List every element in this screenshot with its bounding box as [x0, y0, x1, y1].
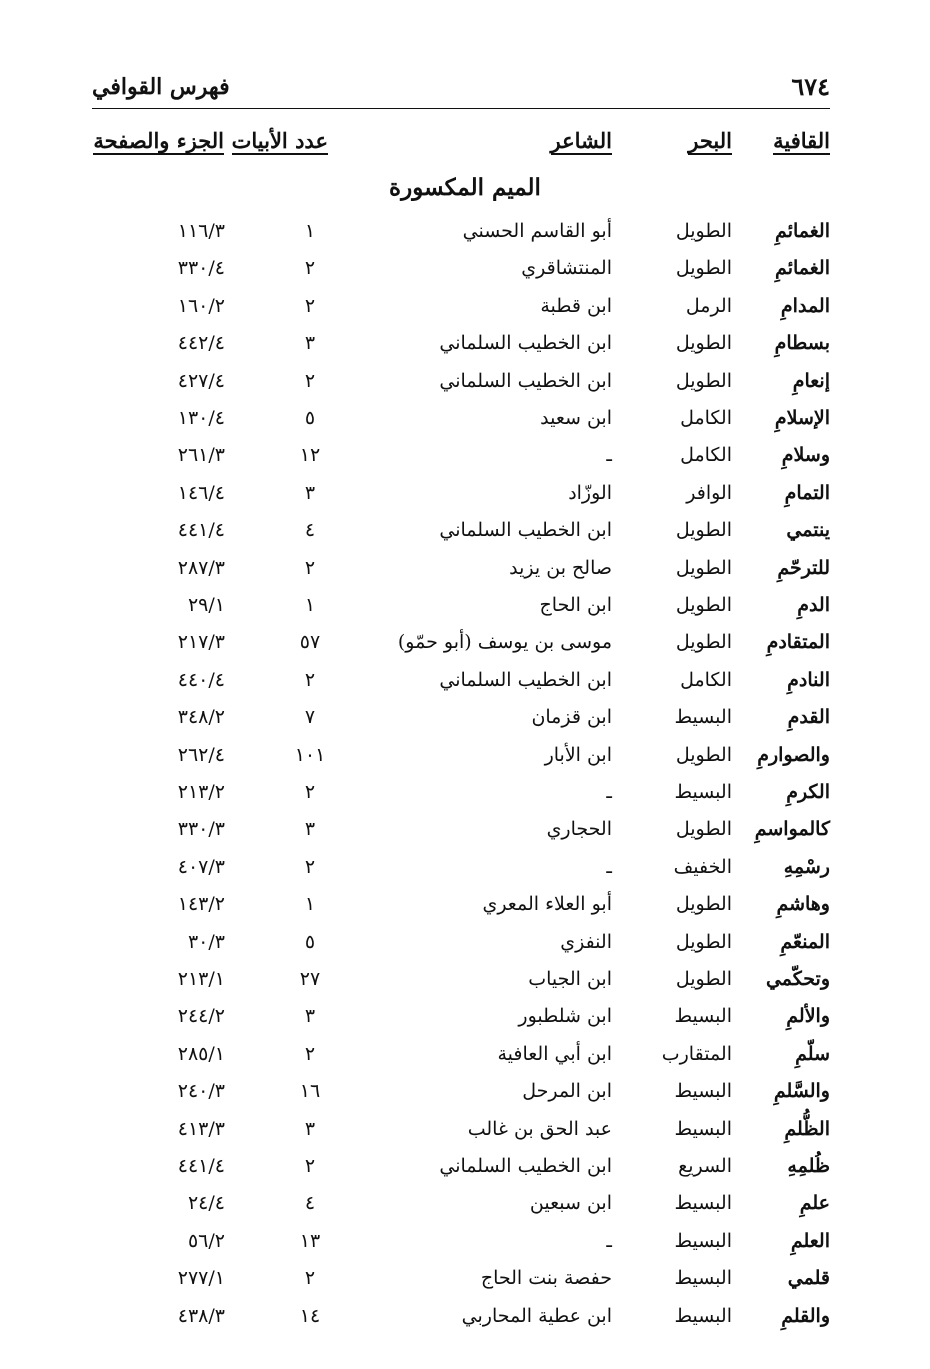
verse-count-cell: ٥٧: [299, 631, 321, 654]
verse-count-cell: ٣: [304, 1117, 316, 1140]
volume-page-cell: ٢٩/١: [187, 594, 225, 616]
rhyme-cell: ظُلمِهِ: [787, 1155, 830, 1177]
verse-count-cell: ٢: [304, 556, 316, 579]
table-row: [0, 438, 930, 475]
volume-page-cell: ١٣٠/٤: [177, 407, 225, 429]
meter-cell: الطويل: [675, 930, 732, 953]
meter-cell: الوافر: [686, 481, 732, 504]
rhyme-cell: للترحّمِ: [777, 556, 830, 579]
meter-cell: الكامل: [680, 444, 732, 467]
meter-cell: الطويل: [675, 257, 732, 280]
rhyme-cell: إنعامِ: [792, 369, 830, 392]
table-row: [0, 775, 930, 812]
meter-cell: البسيط: [674, 1267, 732, 1290]
volume-page-cell: ٣٤٨/٢: [177, 706, 225, 729]
meter-cell: الطويل: [675, 220, 732, 242]
meter-cell: البسيط: [674, 1229, 732, 1252]
rhyme-cell: المتقادمِ: [766, 631, 830, 654]
volume-page-cell: ٣٠/٣: [187, 930, 225, 953]
table-row: [0, 214, 930, 251]
volume-page-cell: ٤٤١/٤: [177, 519, 225, 542]
meter-cell: البسيط: [674, 781, 732, 803]
meter-cell: الطويل: [675, 631, 732, 654]
volume-page-cell: ٢١٧/٣: [177, 631, 225, 654]
verse-count-cell: ٣: [304, 1005, 316, 1028]
verse-count-cell: ٢: [304, 1155, 316, 1177]
rhyme-cell: كالمواسمِ: [754, 818, 830, 841]
poet-cell: ابن قطبة: [540, 294, 612, 317]
rhyme-cell: الغمائمِ: [775, 220, 830, 242]
volume-page-cell: ٢٨٧/٣: [177, 556, 225, 579]
poet-cell: الحجاري: [546, 818, 612, 841]
poet-cell: ـ: [606, 444, 612, 467]
table-row: [0, 588, 930, 625]
verse-count-cell: ٥: [304, 407, 316, 429]
poet-cell: حفصة بنت الحاج: [480, 1267, 612, 1290]
poet-cell: ابن أبي العافية: [497, 1042, 612, 1065]
volume-page-cell: ٣٣٠/٣: [177, 818, 225, 841]
verse-count-cell: ٥: [304, 930, 316, 953]
meter-cell: البسيط: [674, 706, 732, 729]
poet-cell: أبو العلاء المعري: [482, 893, 612, 916]
table-row: [0, 1224, 930, 1261]
volume-page-cell: ٤٤٢/٤: [177, 332, 225, 355]
volume-page-cell: ٤٤٠/٤: [177, 668, 225, 691]
poet-cell: ابن الخطيب السلماني: [439, 1155, 612, 1177]
poet-cell: أبو القاسم الحسني: [462, 220, 612, 242]
verse-count-cell: ٢: [304, 1042, 316, 1065]
table-row: [0, 251, 930, 288]
verse-count-cell: ٢: [304, 855, 316, 878]
meter-cell: الكامل: [680, 407, 732, 429]
meter-cell: الطويل: [675, 743, 732, 766]
poet-cell: ابن الأبار: [544, 743, 612, 766]
table-row: [0, 663, 930, 700]
verse-count-cell: ١٢: [299, 444, 321, 467]
meter-cell: الطويل: [675, 556, 732, 579]
meter-cell: الطويل: [675, 519, 732, 542]
poet-cell: ـ: [606, 781, 612, 803]
poet-cell: ابن سعيد: [540, 407, 612, 429]
table-row: [0, 1112, 930, 1149]
table-row: [0, 887, 930, 924]
meter-cell: البسيط: [674, 1117, 732, 1140]
meter-cell: الخفيف: [673, 855, 732, 878]
poet-cell: ابن شلطبور: [518, 1005, 612, 1028]
meter-cell: الطويل: [675, 594, 732, 616]
rhyme-cell: الغمائمِ: [775, 257, 830, 280]
table-row: [0, 999, 930, 1036]
table-row: [0, 326, 930, 363]
poet-cell: ابن الحاج: [539, 594, 612, 616]
volume-page-cell: ٣٣٠/٤: [177, 257, 225, 280]
rhyme-cell: قلمي: [787, 1267, 830, 1290]
poet-cell: ـ: [606, 855, 612, 878]
table-row: [0, 738, 930, 775]
meter-cell: البسيط: [674, 1080, 732, 1103]
rhyme-cell: والقلمِ: [781, 1304, 830, 1327]
meter-cell: البسيط: [674, 1304, 732, 1327]
volume-page-cell: ٢٤٠/٣: [177, 1080, 225, 1103]
poet-cell: عبد الحق بن غالب: [467, 1117, 612, 1140]
table-row: [0, 812, 930, 849]
verse-count-cell: ٢٧: [299, 968, 321, 990]
table-row: [0, 289, 930, 326]
verse-count-cell: ٣: [304, 332, 316, 355]
table-row: [0, 700, 930, 737]
rhyme-cell: وتحكّمي: [765, 968, 830, 990]
poet-cell: ابن الخطيب السلماني: [439, 332, 612, 355]
verse-count-cell: ٤: [304, 519, 316, 542]
verse-count-cell: ١٦: [299, 1080, 321, 1103]
rhyme-cell: العلمِ: [790, 1229, 830, 1252]
table-row: [0, 962, 930, 999]
volume-page-cell: ٤٤١/٤: [177, 1155, 225, 1177]
volume-page-cell: ٢٨٥/١: [177, 1042, 225, 1065]
verse-count-cell: ١: [304, 594, 316, 616]
poet-cell: ابن الخطيب السلماني: [439, 668, 612, 691]
table-row: [0, 364, 930, 401]
table-row: [0, 625, 930, 662]
table-row: [0, 850, 930, 887]
volume-page-cell: ٤٢٧/٤: [177, 369, 225, 392]
rhyme-cell: الدمِ: [797, 594, 830, 616]
verse-count-cell: ١: [304, 220, 316, 242]
poet-cell: الوزّاد: [568, 481, 612, 504]
table-row: [0, 1149, 930, 1186]
rhyme-cell: والصوارمِ: [757, 743, 830, 766]
column-header-meter: البحر: [688, 128, 732, 153]
verse-count-cell: ٢: [304, 781, 316, 803]
meter-cell: البسيط: [674, 1005, 732, 1028]
rhyme-cell: والسَّلمِ: [773, 1080, 830, 1103]
poet-cell: موسى بن يوسف (أبو حمّو): [397, 631, 612, 654]
volume-page-cell: ٢٧٧/١: [177, 1267, 225, 1290]
column-header-poet: الشاعر: [550, 128, 612, 153]
poet-cell: ـ: [606, 1229, 612, 1252]
table-row: [0, 551, 930, 588]
header-rule: [92, 108, 830, 109]
meter-cell: الطويل: [675, 818, 732, 841]
poet-cell: ابن سبعين: [529, 1192, 612, 1215]
rhyme-cell: وهاشمِ: [776, 893, 830, 916]
rhyme-cell: الظُّلمِ: [784, 1117, 830, 1140]
meter-cell: الرمل: [685, 294, 732, 317]
volume-page-cell: ٥٦/٢: [187, 1229, 225, 1252]
volume-page-cell: ٢٦١/٣: [177, 444, 225, 467]
rhyme-cell: الإسلامِ: [774, 407, 830, 429]
column-header-ref: الجزء والصفحة: [93, 128, 224, 153]
rhyme-cell: النادمِ: [787, 668, 830, 691]
rhyme-cell: وسلامِ: [781, 444, 830, 467]
rhyme-cell: رسْمِهِ: [783, 855, 830, 878]
volume-page-cell: ١٦٠/٢: [177, 294, 225, 317]
poet-cell: ابن الخطيب السلماني: [439, 519, 612, 542]
poet-cell: ابن عطية المحاربي: [461, 1304, 612, 1327]
volume-page-cell: ٢٦٢/٤: [177, 743, 225, 766]
volume-page-cell: ٢٤/٤: [187, 1192, 225, 1215]
verse-count-cell: ١٠١: [294, 743, 326, 766]
poet-cell: ابن الخطيب السلماني: [439, 369, 612, 392]
verse-count-cell: ١٤: [299, 1304, 321, 1327]
table-row: [0, 476, 930, 513]
rhyme-cell: الكرمِ: [786, 781, 830, 803]
meter-cell: السريع: [678, 1155, 732, 1177]
meter-cell: الطويل: [675, 893, 732, 916]
verse-count-cell: ٣: [304, 818, 316, 841]
meter-cell: الطويل: [675, 968, 732, 990]
volume-page-cell: ٤٠٧/٣: [177, 855, 225, 878]
group-title: الميم المكسورة: [389, 174, 541, 201]
verse-count-cell: ٧: [304, 706, 316, 729]
table-row: [0, 1074, 930, 1111]
page-number: ٦٧٤: [791, 72, 830, 101]
meter-cell: الطويل: [675, 332, 732, 355]
verse-count-cell: ٢: [304, 1267, 316, 1290]
column-header-count: عدد الأبيات: [231, 128, 328, 153]
table-row: [0, 1299, 930, 1336]
rhyme-cell: القدمِ: [787, 706, 830, 729]
volume-page-cell: ١٤٣/٢: [177, 893, 225, 916]
verse-count-cell: ٢: [304, 668, 316, 691]
volume-page-cell: ٤١٣/٣: [177, 1117, 225, 1140]
rhyme-cell: بسطامِ: [774, 332, 830, 355]
verse-count-cell: ١٣: [299, 1229, 321, 1252]
column-header-rhyme: القافية: [773, 128, 830, 153]
volume-page-cell: ١٤٦/٤: [177, 481, 225, 504]
meter-cell: البسيط: [674, 1192, 732, 1215]
table-row: [0, 1261, 930, 1298]
meter-cell: المتقارب: [661, 1042, 732, 1065]
verse-count-cell: ٢: [304, 257, 316, 280]
volume-page-cell: ٢١٣/٢: [177, 781, 225, 803]
rhyme-cell: التمامِ: [784, 481, 830, 504]
poet-cell: صالح بن يزيد: [509, 556, 612, 579]
rhyme-cell: علمِ: [799, 1192, 830, 1215]
rhyme-cell: والألمِ: [786, 1005, 830, 1028]
rhyme-cell: سلّمِ: [795, 1042, 830, 1065]
volume-page-cell: ٤٣٨/٣: [177, 1304, 225, 1327]
poet-cell: ابن المرحل: [522, 1080, 612, 1103]
verse-count-cell: ٣: [304, 481, 316, 504]
poet-cell: المنتشاقري: [521, 257, 612, 280]
rhyme-cell: المنعّمِ: [780, 930, 830, 953]
verse-count-cell: ٢: [304, 369, 316, 392]
verse-count-cell: ٤: [304, 1192, 316, 1215]
running-header: [92, 72, 830, 108]
section-title: فهرس القوافي: [92, 74, 230, 100]
volume-page-cell: ٢١٣/١: [177, 968, 225, 990]
table-row: [0, 1037, 930, 1074]
poet-cell: النفزي: [560, 930, 612, 953]
volume-page-cell: ١١٦/٣: [177, 220, 225, 242]
volume-page-cell: ٢٤٤/٢: [177, 1005, 225, 1028]
meter-cell: الطويل: [675, 369, 732, 392]
meter-cell: الكامل: [680, 668, 732, 691]
verse-count-cell: ١: [304, 893, 316, 916]
rhyme-cell: ينتمي: [786, 519, 830, 542]
poet-cell: ابن قزمان: [531, 706, 612, 729]
poet-cell: ابن الجياب: [528, 968, 612, 990]
table-row: [0, 1186, 930, 1223]
table-row: [0, 401, 930, 438]
table-row: [0, 925, 930, 962]
verse-count-cell: ٢: [304, 294, 316, 317]
rhyme-cell: المدامِ: [780, 294, 830, 317]
table-row: [0, 513, 930, 550]
